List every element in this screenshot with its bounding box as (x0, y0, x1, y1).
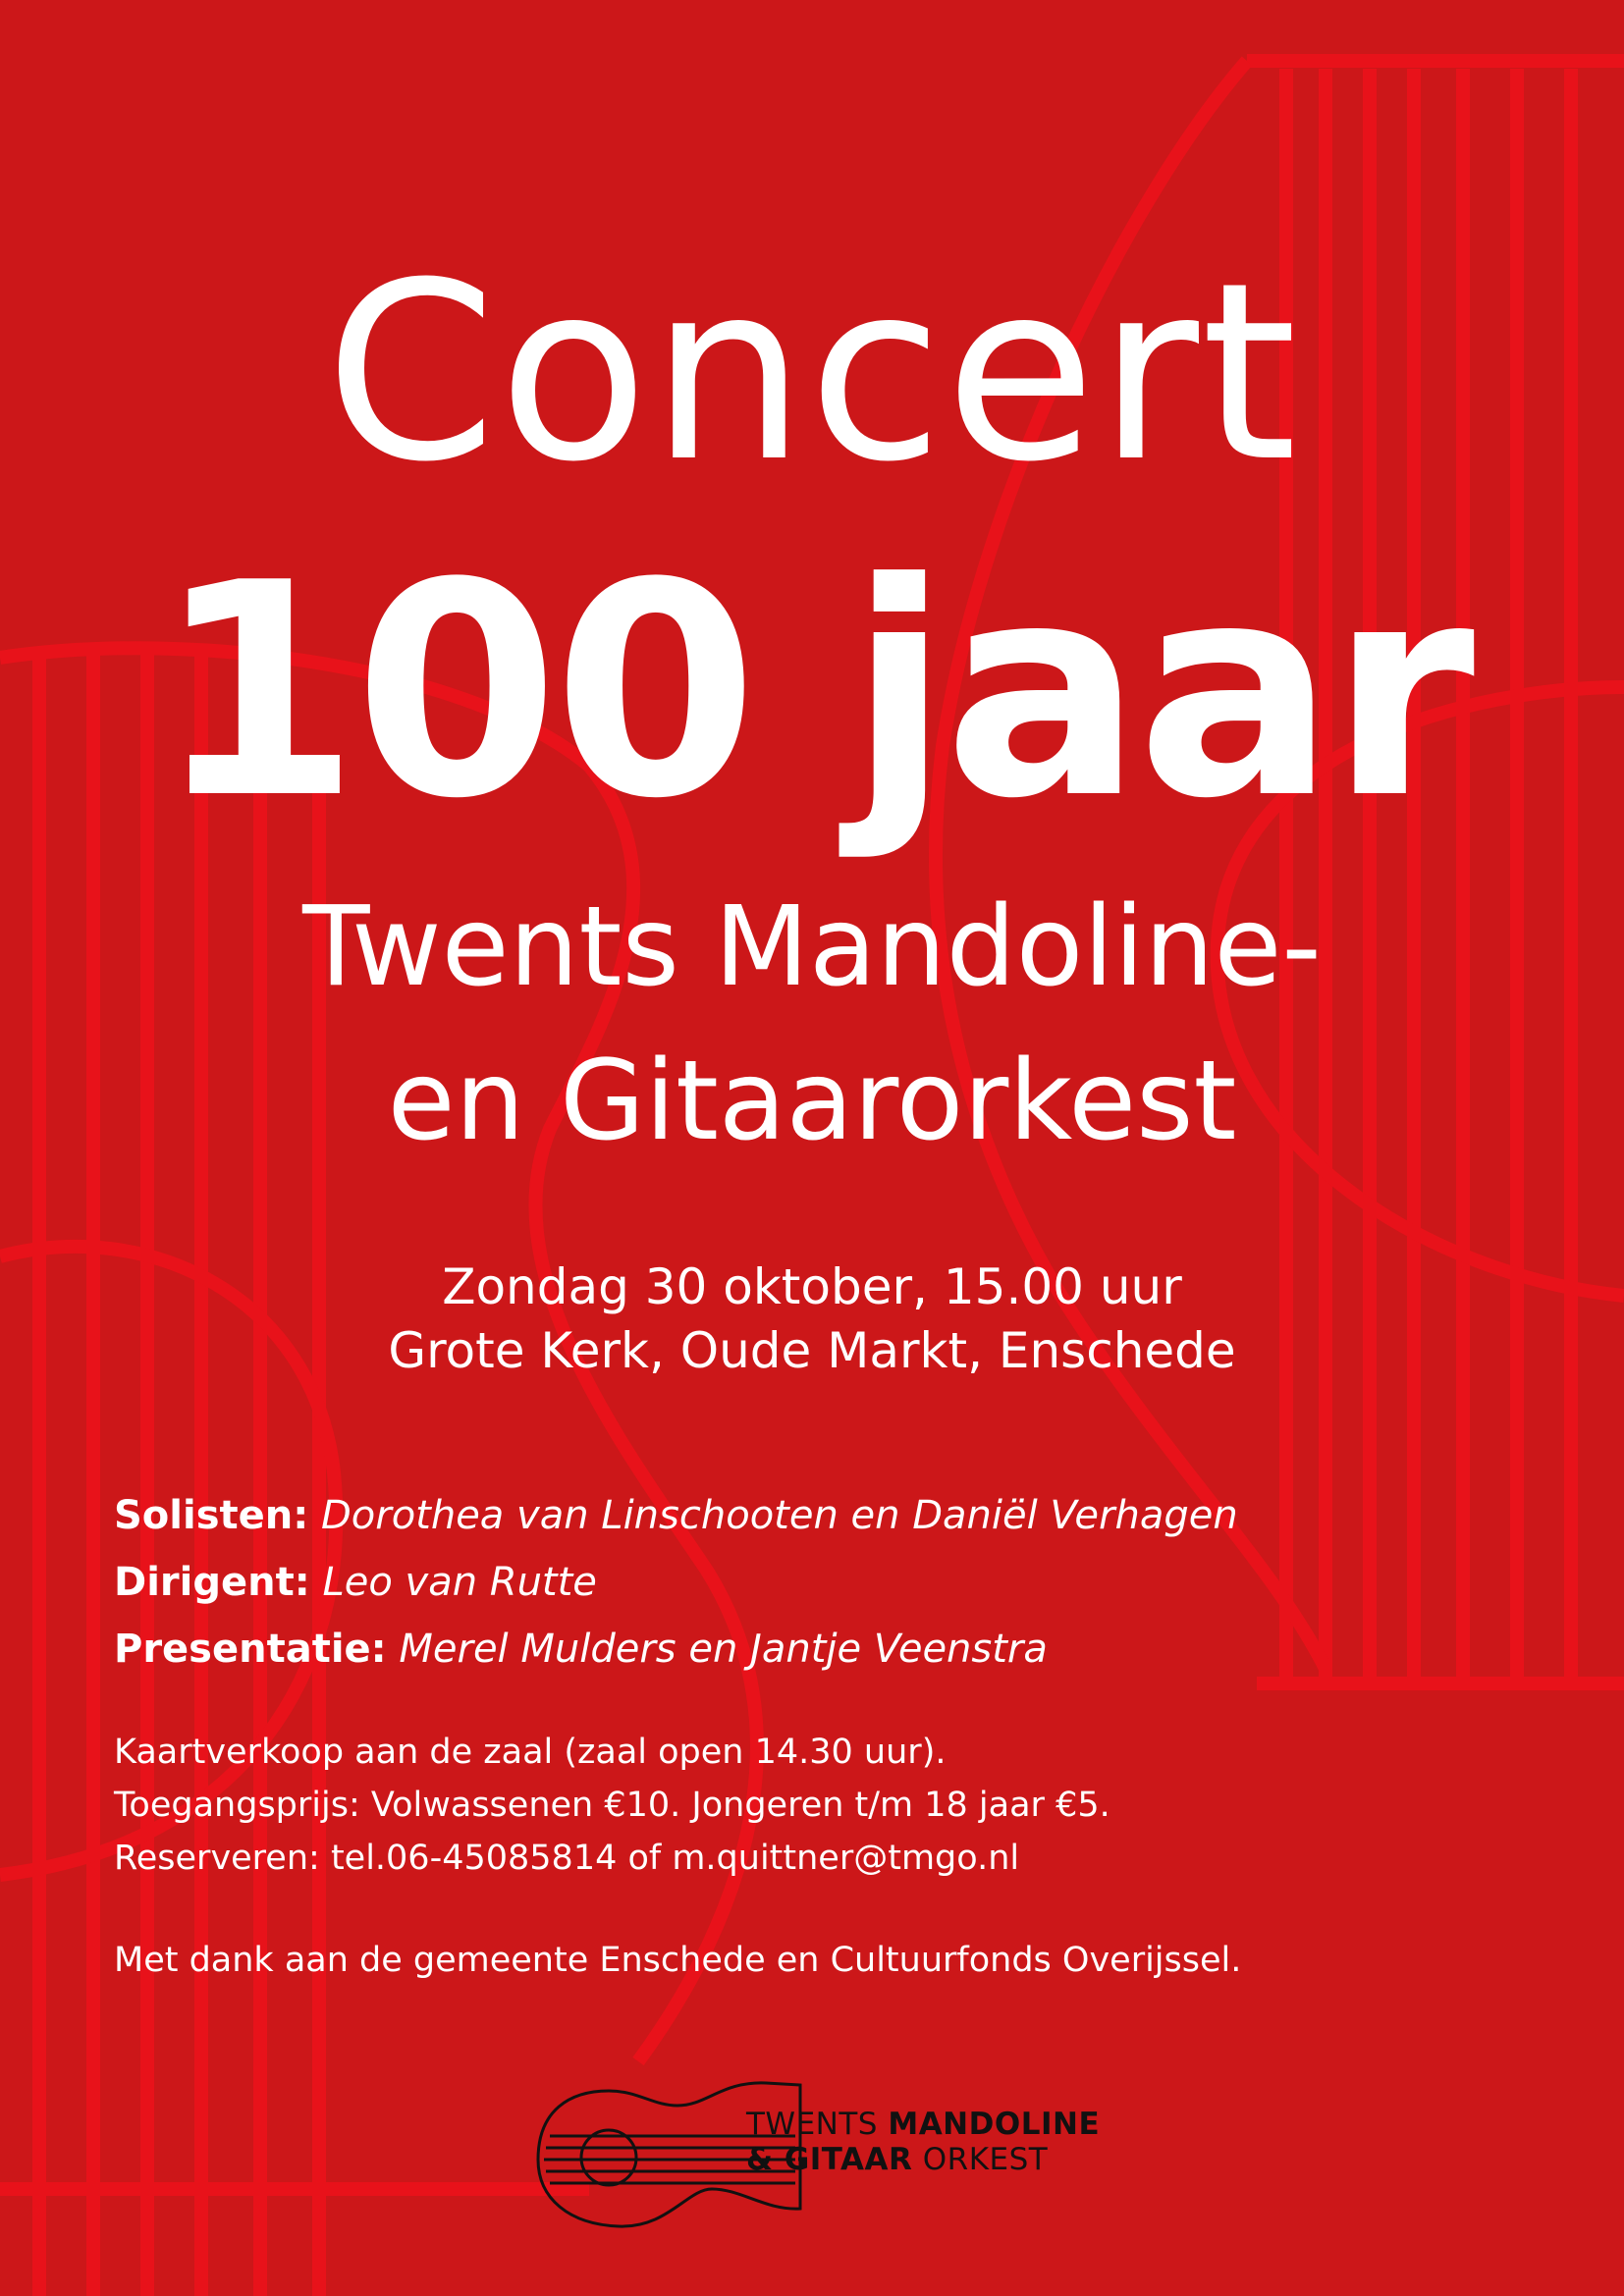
credit-label: Solisten: (114, 1493, 309, 1538)
event-location: Grote Kerk, Oude Markt, Enschede (388, 1322, 1236, 1379)
ticket-info (114, 1726, 1110, 1885)
credit-label: Presentatie: (114, 1627, 387, 1672)
title-100-jaar: 100 jaar (154, 520, 1470, 863)
credit-conductor (114, 1549, 1238, 1616)
info-line-sales: Kaartverkoop aan de zaal (zaal open 14.30 uur). (114, 1733, 947, 1772)
logo-word: TWENTS (746, 2107, 878, 2142)
credit-presentation (114, 1616, 1238, 1682)
logo-word-bold: & GITAAR (746, 2142, 913, 2177)
logo-word-bold: MANDOLINE (888, 2107, 1101, 2142)
acknowledgement: Met dank aan de gemeente Enschede en Cultuurfonds Overijssel. (114, 1941, 1242, 1980)
credit-label: Dirigent: (114, 1560, 310, 1605)
subtitle-line-1: Twents Mandoline- (302, 883, 1322, 1011)
info-line-price: Toegangsprijs: Volwassenen €10. Jongeren t/m 18 jaar €5. (114, 1786, 1110, 1825)
logo-word: ORKEST (922, 2142, 1049, 2177)
subtitle-line-2: en Gitaarorkest (387, 1038, 1237, 1165)
logo-line-2 (746, 2142, 1100, 2177)
credit-soloists (114, 1482, 1238, 1549)
logo-line-1 (746, 2107, 1100, 2142)
credit-value: Dorothea van Linschooten en Daniël Verhagen (320, 1493, 1238, 1538)
title-concert: Concert (324, 230, 1300, 515)
logo-wordmark (746, 2107, 1100, 2177)
credit-value: Merel Mulders en Jantje Veenstra (399, 1627, 1048, 1672)
info-line-reservation: Reserveren: tel.06-45085814 of m.quittner@tmgo.nl (114, 1839, 1020, 1878)
credit-value: Leo van Rutte (322, 1560, 597, 1605)
credits-list (114, 1482, 1238, 1682)
event-date-time: Zondag 30 oktober, 15.00 uur (442, 1258, 1182, 1315)
